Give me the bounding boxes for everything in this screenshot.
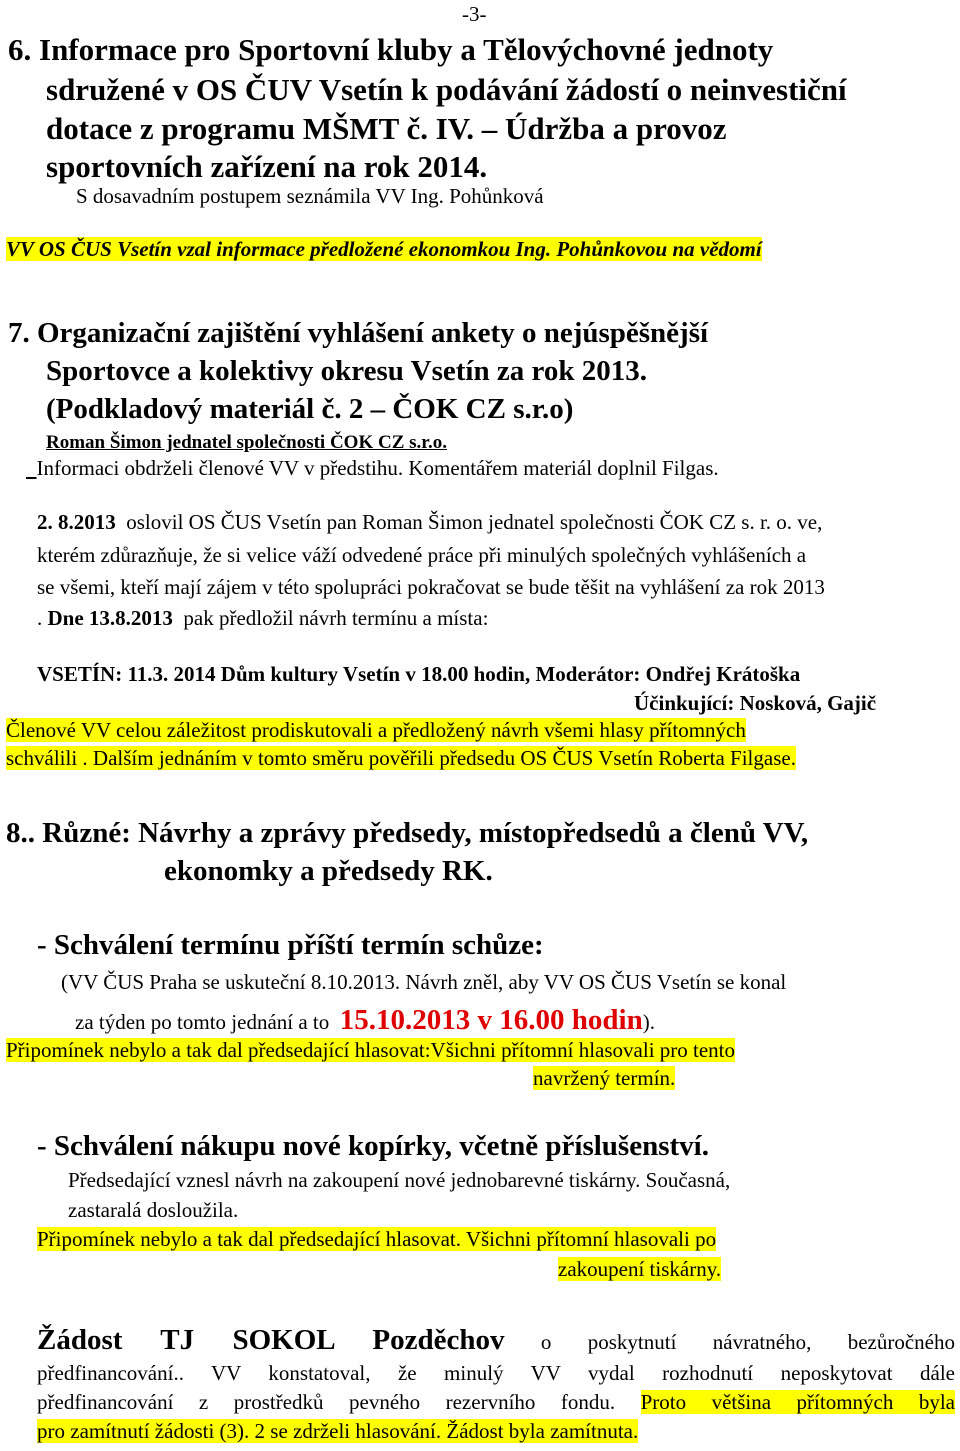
section-7-info xyxy=(26,456,719,480)
event-performers: Účinkující: Nosková, Gajič xyxy=(634,691,877,715)
sokol-title: Žádost TJ SOKOL Pozděchov xyxy=(37,1324,505,1356)
section-7-info-text: Informaci obdrželi členové VV v předstihu. Komentářem materiál doplnil Filgas. xyxy=(36,456,719,480)
meeting-heading: - Schválení termínu příští termín schůze: xyxy=(37,929,544,961)
section-6-title-line2: sdružené v OS ČUV Vsetín k podávání žádostí o neinvestiční xyxy=(46,72,847,107)
sokol-line4-highlight: pro zamítnutí žádosti (3). 2 se zdrželi hlasování. Žádost byla zamítnuta. xyxy=(37,1419,639,1443)
meeting-date: 15.10.2013 v 16.00 hodin xyxy=(339,1004,643,1036)
letter-line4-text: pak předložil návrh termínu a místa: xyxy=(172,606,489,630)
copier-heading: - Schválení nákupu nové kopírky, včetně příslušenství. xyxy=(37,1130,709,1162)
copier-resolution-line2 xyxy=(558,1257,721,1281)
letter-date: 2. 8.2013 xyxy=(37,510,116,534)
section-6-resolution-text: VV OS ČUS Vsetín vzal informace předložené ekonomkou Ing. Pohůnkovou na vědomí xyxy=(6,237,762,261)
section-7-letter-line3: se všemi, kteří mají zájem v této spolupráci pokračovat se bude těšit na vyhlášení za rok 2013 xyxy=(37,575,825,599)
sokol-line1-text: o poskytnutí návratného, bezůročného xyxy=(504,1330,955,1354)
sokol-line3 xyxy=(37,1390,955,1414)
section-8-title-line1: 8.. Různé: Návrhy a zprávy předsedy, místopředsedů a členů VV, xyxy=(6,817,809,849)
meeting-resolution-line2 xyxy=(533,1066,675,1090)
letter-line1-text: oslovil OS ČUS Vsetín pan Roman Šimon jednatel společnosti ČOK CZ s. r. o. ve, xyxy=(115,510,823,534)
meeting-line1: (VV ČUS Praha se uskuteční 8.10.2013. Návrh zněl, aby VV OS ČUS Vsetín se konal xyxy=(61,970,787,994)
copier-line1: Předsedající vznesl návrh na zakoupení nové jednobarevné tiskárny. Současná, xyxy=(68,1168,731,1192)
sokol-line4 xyxy=(37,1419,638,1443)
sokol-line2: předfinancování.. VV konstatoval, že minulý VV vydal rozhodnutí neposkytovat dále xyxy=(37,1361,955,1385)
section-7-resolution-text2: schválili . Dalším jednáním v tomto směru pověřili předsedu OS ČUS Vsetín Roberta Filgase. xyxy=(6,746,796,770)
meeting-resolution-line1 xyxy=(6,1038,735,1062)
section-7-title-line1: 7. Organizační zajištění vyhlášení ankety o nejúspěšnější xyxy=(8,317,709,349)
section-7-title-line2: Sportovce a kolektivy okresu Vsetín za rok 2013. xyxy=(46,355,647,387)
meeting-line2-end: ). xyxy=(642,1010,655,1034)
section-7-letter-line4 xyxy=(37,606,488,630)
sokol-line3-highlight: Proto většina přítomných byla xyxy=(640,1390,955,1414)
section-8-title-line2: ekonomky a předsedy RK. xyxy=(164,855,493,887)
section-7-title-line3-text: (Podkladový materiál č. 2 – ČOK CZ s.r.o) xyxy=(46,393,574,425)
section-7-author: Roman Šimon jednatel společnosti ČOK CZ s.r.o. xyxy=(46,432,447,453)
sokol-line1 xyxy=(37,1324,955,1357)
section-7-info-underline xyxy=(26,456,37,480)
section-7-resolution-text1: Členové VV celou záležitost prodiskutovali a předložený návrh všemi hlasy přítomných xyxy=(6,718,746,742)
section-7-resolution-line1 xyxy=(6,718,746,742)
section-6-title-line1: 6. Informace pro Sportovní kluby a Tělovýchovné jednoty xyxy=(8,32,774,67)
section-6-text: S dosavadním postupem seznámila VV Ing. Pohůnková xyxy=(76,184,544,208)
section-7-title-line3 xyxy=(46,393,573,426)
letter-line4-prefix: . xyxy=(37,606,48,630)
copier-line2: zastaralá dosloužila. xyxy=(68,1198,239,1222)
section-6-title-line3: dotace z programu MŠMT č. IV. – Údržba a provoz xyxy=(46,111,727,146)
copier-resolution-line1 xyxy=(37,1227,716,1251)
copier-resolution-text2: zakoupení tiskárny. xyxy=(558,1257,722,1281)
section-7-letter-line2: kterém zdůrazňuje, že si velice váží odvedené práce při minulých společných vyhlášeních a xyxy=(37,543,807,567)
section-6-title-line4: sportovních zařízení na rok 2014. xyxy=(46,149,488,184)
meeting-line2-text: za týden po tomto jednání a to xyxy=(75,1010,340,1034)
meeting-resolution-text2: navržený termín. xyxy=(533,1066,676,1090)
section-7-letter-line1 xyxy=(37,510,822,534)
section-6-resolution xyxy=(6,237,762,261)
page-number: -3- xyxy=(462,2,487,26)
meeting-resolution-text1: Připomínek nebylo a tak dal předsedající hlasovat:Všichni přítomní hlasovali pro tento xyxy=(6,1038,736,1062)
copier-resolution-text1: Připomínek nebylo a tak dal předsedající hlasovat. Všichni přítomní hlasovali po xyxy=(37,1227,717,1251)
sokol-line3-text: předfinancování z prostředků pevného rezervního fondu. xyxy=(37,1390,641,1414)
letter-line4-date: Dne 13.8.2013 xyxy=(47,606,173,630)
event-details: VSETÍN: 11.3. 2014 Dům kultury Vsetín v 18.00 hodin, Moderátor: Ondřej Krátoška xyxy=(37,662,801,686)
section-7-resolution-line2 xyxy=(6,746,796,770)
meeting-line2 xyxy=(75,1004,655,1037)
